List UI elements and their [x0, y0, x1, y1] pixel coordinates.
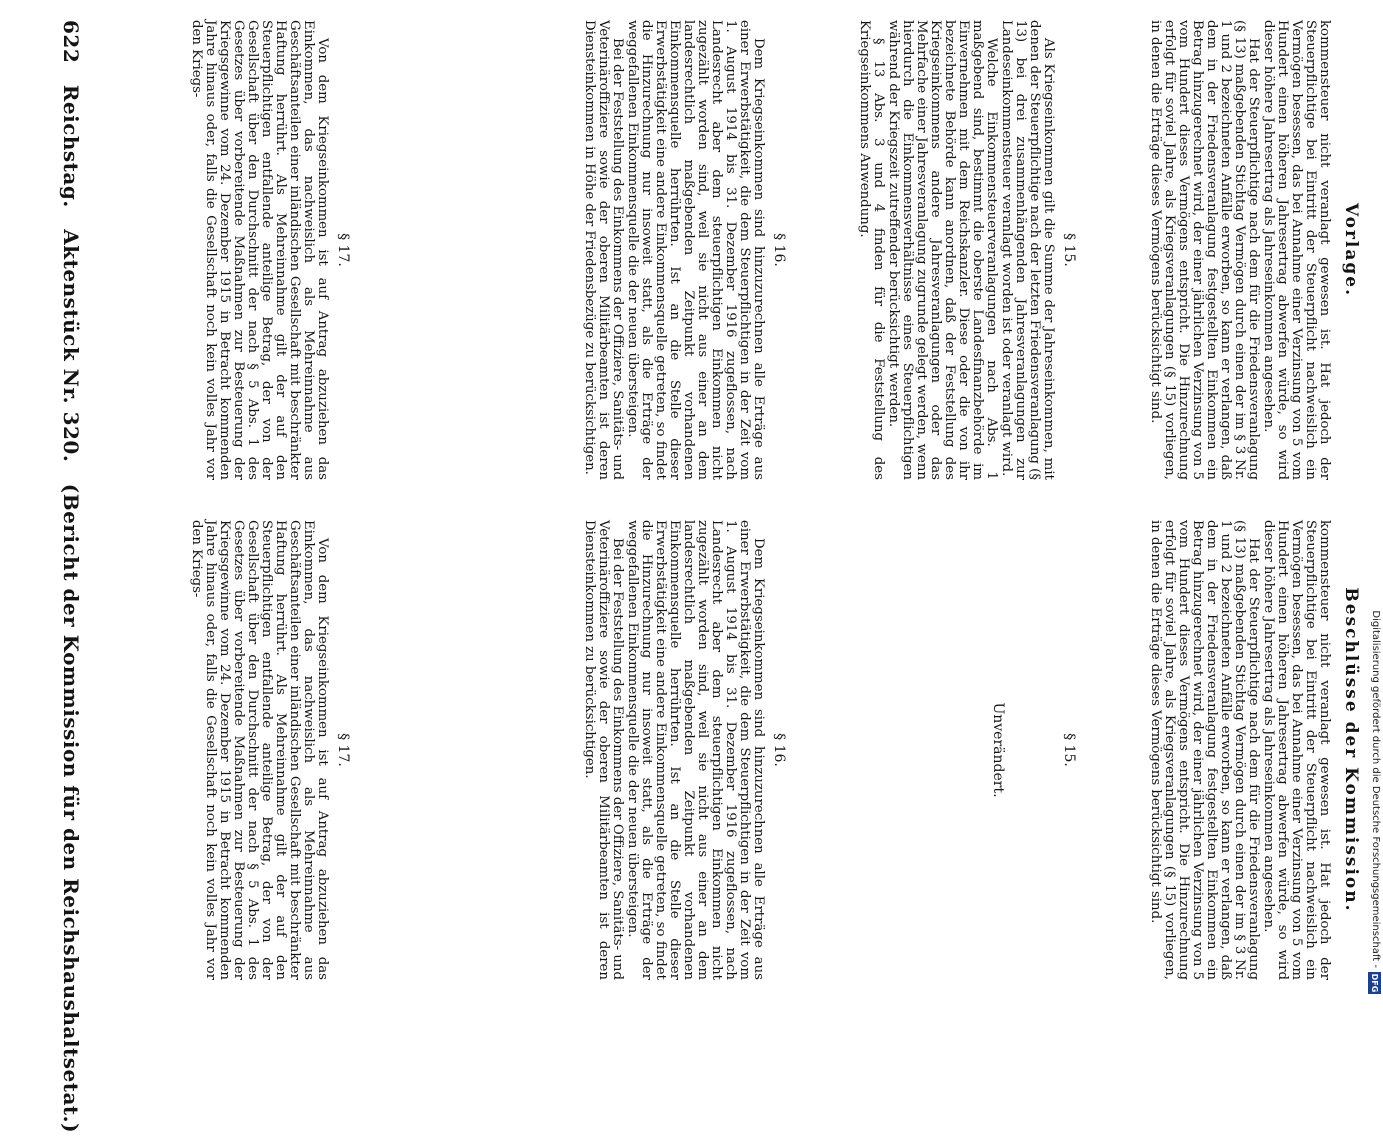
section-15-text: [785, 20, 1055, 480]
section-17-text: [107, 520, 329, 980]
section-heading: § 17.: [335, 733, 351, 767]
paragraph: Dem Kriegseinkommen sind hinzuzurechnen alle Erträge aus einer Erwerbstätigkeit, die dem Steuerpflichtigen in der Zeit vom 1. August 1914 bis 31. Dezember 1916 zugeflossen, nach Landesrecht aber dem steuerpflichtigen Einkommen nicht zugezählt worden sind, weil sie nicht aus einer an dem landesrechtlich maßgebenden Zeitpunkt vorhandenen Einkommensquelle herrührten. Ist an die Stelle dieser Erwerbstätigkeit eine andere Einkommensquelle getreten, so findet die Hinzurechnung nur insoweit statt, als die Erträge der weggefallenen Einkommensquelle die der neuen übersteigen.: [625, 520, 766, 980]
paragraph: Von dem Kriegseinkommen ist auf Antrag abzuziehen das Einkommen, das nachweislich als Mehreinnahme aus Geschäftsanteilen einer inländischen Gesellschaft mit beschränkter Haftung herrührt. Als Mehreinnahme gilt der auf den Steuerpflichtigen entfallende anteilige Betrag, der von der Gesellschaft über den Durchschnitt der nach § 5 Abs. 1 des Gesetzes über vorbereitende Maßnahmen zur Besteuerung der Kriegsgewinne vom 24. Dezember 1915 in Betracht kommenden Jahre hinaus oder, falls die Gesellschaft noch kein volles Jahr vor den Kriegs-: [189, 520, 330, 980]
digitization-credit: [1365, 0, 1383, 1000]
section-heading: § 16.: [771, 733, 787, 767]
column-heading: Beschlüsse der Kommission.: [1341, 587, 1361, 913]
digitization-note: Digitalisierung gefördert durch die Deutsche Forschungsgemeinschaft -: [1370, 610, 1381, 968]
column-vorlage: [106, 20, 1361, 480]
section-heading: § 17.: [335, 233, 351, 267]
paragraph: Dem Kriegseinkommen sind hinzuzurechnen alle Erträge aus einer Erwerbstätigkeit, die dem Steuerpflichtigen in der Zeit vom 1. August 1914 bis 31. Dezember 1916 zugeflossen, nach Landesrecht aber dem steuerpflichtigen Einkommen nicht zugezählt worden sind, weil sie nicht aus einer an dem landesrechtlich maßgebenden Zeitpunkt vorhandenen Einkommensquelle herrührten. Ist an die Stelle dieser Erwerbstätigkeit eine andere Einkommensquelle getreten, so findet die Hinzurechnung nur insoweit statt, als die Erträge der weggefallenen Einkommensquelle die der neuen übersteigen.: [625, 20, 766, 480]
dfg-logo: DFG: [1370, 973, 1379, 993]
section-16-text: [485, 520, 765, 980]
paragraph: Von dem Kriegseinkommen ist auf Antrag abzuziehen das Einkommen, das nachweislich als Mehreinnahme aus Geschäftsanteilen einer inländischen Gesellschaft mit beschränkter Haftung herrührt. Als Mehreinnahme gilt der auf den Steuerpflichtigen entfallende anteilige Betrag, der von der Gesellschaft über den Durchschnitt der nach § 5 Abs. 1 des Gesetzes über vorbereitende Maßnahmen zur Besteuerung der Kriegsgewinne vom 24. Dezember 1915 in Betracht kommenden Jahre hinaus oder, falls die Gesellschaft noch kein volles Jahr vor den Kriegs-: [189, 20, 330, 480]
running-header: [53, 20, 83, 1134]
paragraph: Als Kriegseinkommen gilt die Summe der Jahreseinkommen, mit denen der Steuerpflichtige nach der letzten Friedensveranlagung (§ 13) bei drei zusammenhängenden Jahresveranlagungen zur Landeseinkommensteuer veranlagt worden ist oder veranlagt wird.: [999, 20, 1056, 480]
paragraph: Hat der Steuerpflichtige nach dem für die Friedensveranlagung (§ 13) maßgebenden Stichtag Vermögen durch einen der im § 3 Nr. 1 und 2 bezeichneten Anfälle erworben, so kann er verlangen, daß dem in der Friedensveranlagung festgestellten Einkommen ein Betrag hinzugerechnet wird, der einer jährlichen Verzinsung von 5 vom Hundert dieses Vermögens entspricht. Die Hinzurechnung erfolgt für soviel Jahre, als Kriegsveranlagungen (§ 15) vorliegen, in denen die Erträge dieses Vermögens berücksichtigt sind.: [1148, 20, 1261, 480]
intro-text: [1148, 520, 1332, 980]
section-heading: § 16.: [771, 233, 787, 267]
publication-name: Reichstag.: [59, 84, 83, 208]
paragraph: Welche Einkommensteuerveranlagungen nach Abs. 1 maßgebend sind, bestimmt die oberste Landesfinanzbehörde im Einvernehmen mit dem Reichskanzler. Diese oder die von ihr bezeichnete Behörde kann anordnen, daß der Feststellung des Kriegseinkommens andere Jahresveranlagungen oder das Mehrfache einer Jahresveranlagung zugrunde gelegt werden, wenn hierdurch die Einkommensverhältnisse eines Steuerpflichtigen während der Kriegszeit zutreffender berücksichtigt werden.: [886, 20, 999, 480]
section-17-text: [107, 20, 329, 480]
page-number: 622: [59, 20, 83, 64]
paragraph: kommensteuer nicht veranlagt gewesen ist. Hat jedoch der Steuerpflichtige bei Eintritt der Steuerpflicht nachweislich ein Vermögen besessen, das bei Annahme einer Verzinsung von 5 vom Hundert einen höheren Jahresertrag abwerfen würde, so wird dieser höhere Jahresertrag als Jahreseinkommen angesehen.: [1261, 20, 1332, 480]
document-subtitle: (Bericht der Kommission für den Reichshaushaltsetat.): [59, 483, 83, 1134]
paragraph: § 13 Abs. 3 und 4 finden für die Feststellung des Kriegseinkommens Anwendung.: [857, 20, 886, 480]
unchanged-note: Unverändert.: [990, 702, 1006, 798]
column-beschluesse: [106, 520, 1361, 980]
column-heading: Vorlage.: [1341, 202, 1361, 298]
paragraph: Bei der Feststellung des Einkommens der Offiziere, Sanitäts- und Veterinäroffiziere sowie der oberen Militärbeamten ist deren Diensteinkommen in Höhe der Friedensbezüge zu berücksichtigen.: [582, 20, 625, 480]
paragraph: kommensteuer nicht veranlagt gewesen ist. Hat jedoch der Steuerpflichtige bei Eintritt der Steuerpflicht nachweislich ein Vermögen besessen, das bei Annahme einer Verzinsung von 5 vom Hundert einen höheren Jahresertrag abwerfen würde, so wird dieser höhere Jahresertrag als Jahreseinkommen angesehen.: [1261, 520, 1332, 980]
document-number: Aktenstück Nr. 320.: [59, 229, 83, 463]
section-heading: § 15.: [1061, 233, 1077, 267]
paragraph: Hat der Steuerpflichtige nach dem für die Friedensveranlagung (§ 13) maßgebenden Stichtag Vermögen durch einen der im § 3 Nr. 1 und 2 bezeichneten Anfälle erworben, so kann er verlangen, daß dem in der Friedensveranlagung festgestellten Einkommen ein Betrag hinzugerechnet wird, der einer jährlichen Verzinsung von 5 vom Hundert dieses Vermögens entspricht. Die Hinzurechnung erfolgt für soviel Jahre, als Kriegsveranlagungen (§ 15) vorliegen, in denen die Erträge dieses Vermögens berücksichtigt sind.: [1148, 520, 1261, 980]
intro-text: [1148, 20, 1332, 480]
paragraph: Bei der Feststellung des Einkommens der Offiziere, Sanitäts- und Veterinäroffiziere sowie der oberen Militärbeamten ist deren Diensteinkommen zu berücksichtigen.: [582, 520, 625, 980]
section-heading: § 15.: [1061, 733, 1077, 767]
section-16-text: [485, 20, 765, 480]
